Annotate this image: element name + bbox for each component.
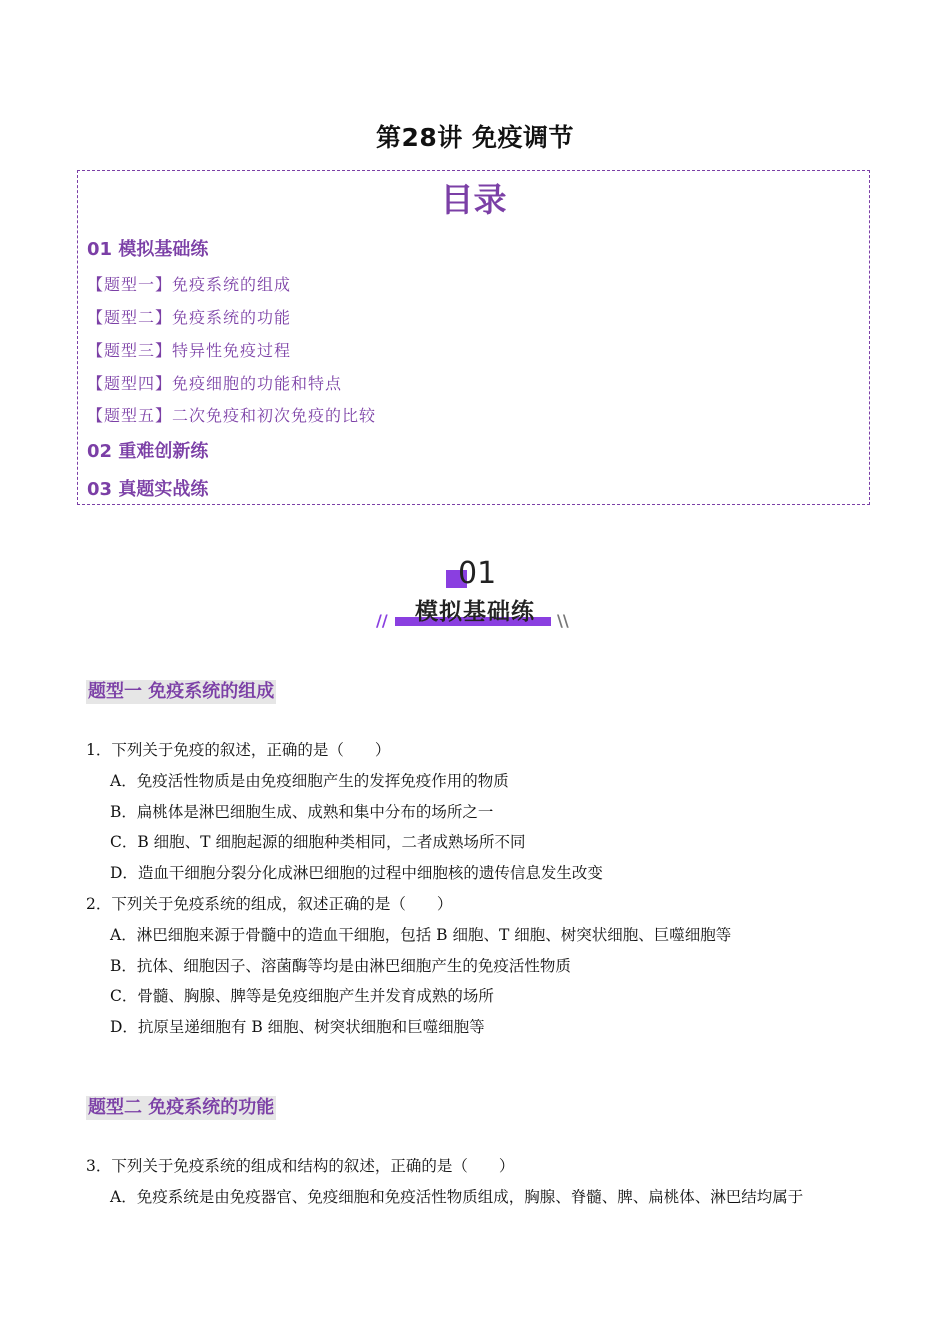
question-2-option-c: C．骨髓、胸腺、脾等是免疫细胞产生并发育成熟的场所 [110, 987, 494, 1005]
toc-item-type-5[interactable]: 【题型五】二次免疫和初次免疫的比较 [87, 406, 377, 425]
page-title: 第28讲 免疫调节 [376, 123, 574, 152]
question-2-option-d: D．抗原呈递细胞有 B 细胞、树突状细胞和巨噬细胞等 [110, 1018, 485, 1036]
question-1-stem: 1．下列关于免疫的叙述，正确的是（ ） [86, 741, 391, 759]
toc-item-type-1[interactable]: 【题型一】免疫系统的组成 [87, 275, 292, 294]
type-2-header: 题型二 免疫系统的功能 [88, 1097, 275, 1118]
toc-item-type-4[interactable]: 【题型四】免疫细胞的功能和特点 [87, 374, 343, 393]
table-of-contents [77, 170, 870, 505]
toc-section-2[interactable]: 02 重难创新练 [87, 441, 209, 462]
toc-heading: 目录 [440, 180, 507, 219]
question-3-stem: 3．下列关于免疫系统的组成和结构的叙述，正确的是（ ） [86, 1157, 515, 1175]
section-banner [370, 553, 580, 633]
question-2-stem: 2．下列关于免疫系统的组成，叙述正确的是（ ） [86, 895, 453, 913]
question-1-option-a: A．免疫活性物质是由免疫细胞产生的发挥免疫作用的物质 [110, 772, 509, 790]
banner-slash-right-icon: \\ [557, 611, 569, 630]
toc-item-type-3[interactable]: 【题型三】特异性免疫过程 [87, 341, 292, 360]
banner-number: 01 [458, 556, 497, 591]
question-3-option-a: A．免疫系统是由免疫器官、免疫细胞和免疫活性物质组成，胸腺、脊髓、脾、扁桃体、淋巴结均属于 [110, 1188, 804, 1206]
question-2-option-b: B．抗体、细胞因子、溶菌酶等均是由淋巴细胞产生的免疫活性物质 [110, 957, 571, 975]
type-1-header: 题型一 免疫系统的组成 [88, 681, 275, 702]
question-1-option-b: B．扁桃体是淋巴细胞生成、成熟和集中分布的场所之一 [110, 803, 494, 821]
toc-item-type-2[interactable]: 【题型二】免疫系统的功能 [87, 308, 292, 327]
banner-slash-left-icon: // [376, 611, 388, 630]
question-1-option-d: D．造血干细胞分裂分化成淋巴细胞的过程中细胞核的遗传信息发生改变 [110, 864, 603, 882]
banner-label: 模拟基础练 [415, 599, 535, 625]
question-2-option-a: A．淋巴细胞来源于骨髓中的造血干细胞，包括 B 细胞、T 细胞、树突状细胞、巨噬细胞等 [110, 926, 732, 944]
toc-section-1[interactable]: 01 模拟基础练 [87, 239, 209, 260]
toc-section-3[interactable]: 03 真题实战练 [87, 479, 209, 500]
question-1-option-c: C．B 细胞、T 细胞起源的细胞种类相同，二者成熟场所不同 [110, 833, 526, 851]
